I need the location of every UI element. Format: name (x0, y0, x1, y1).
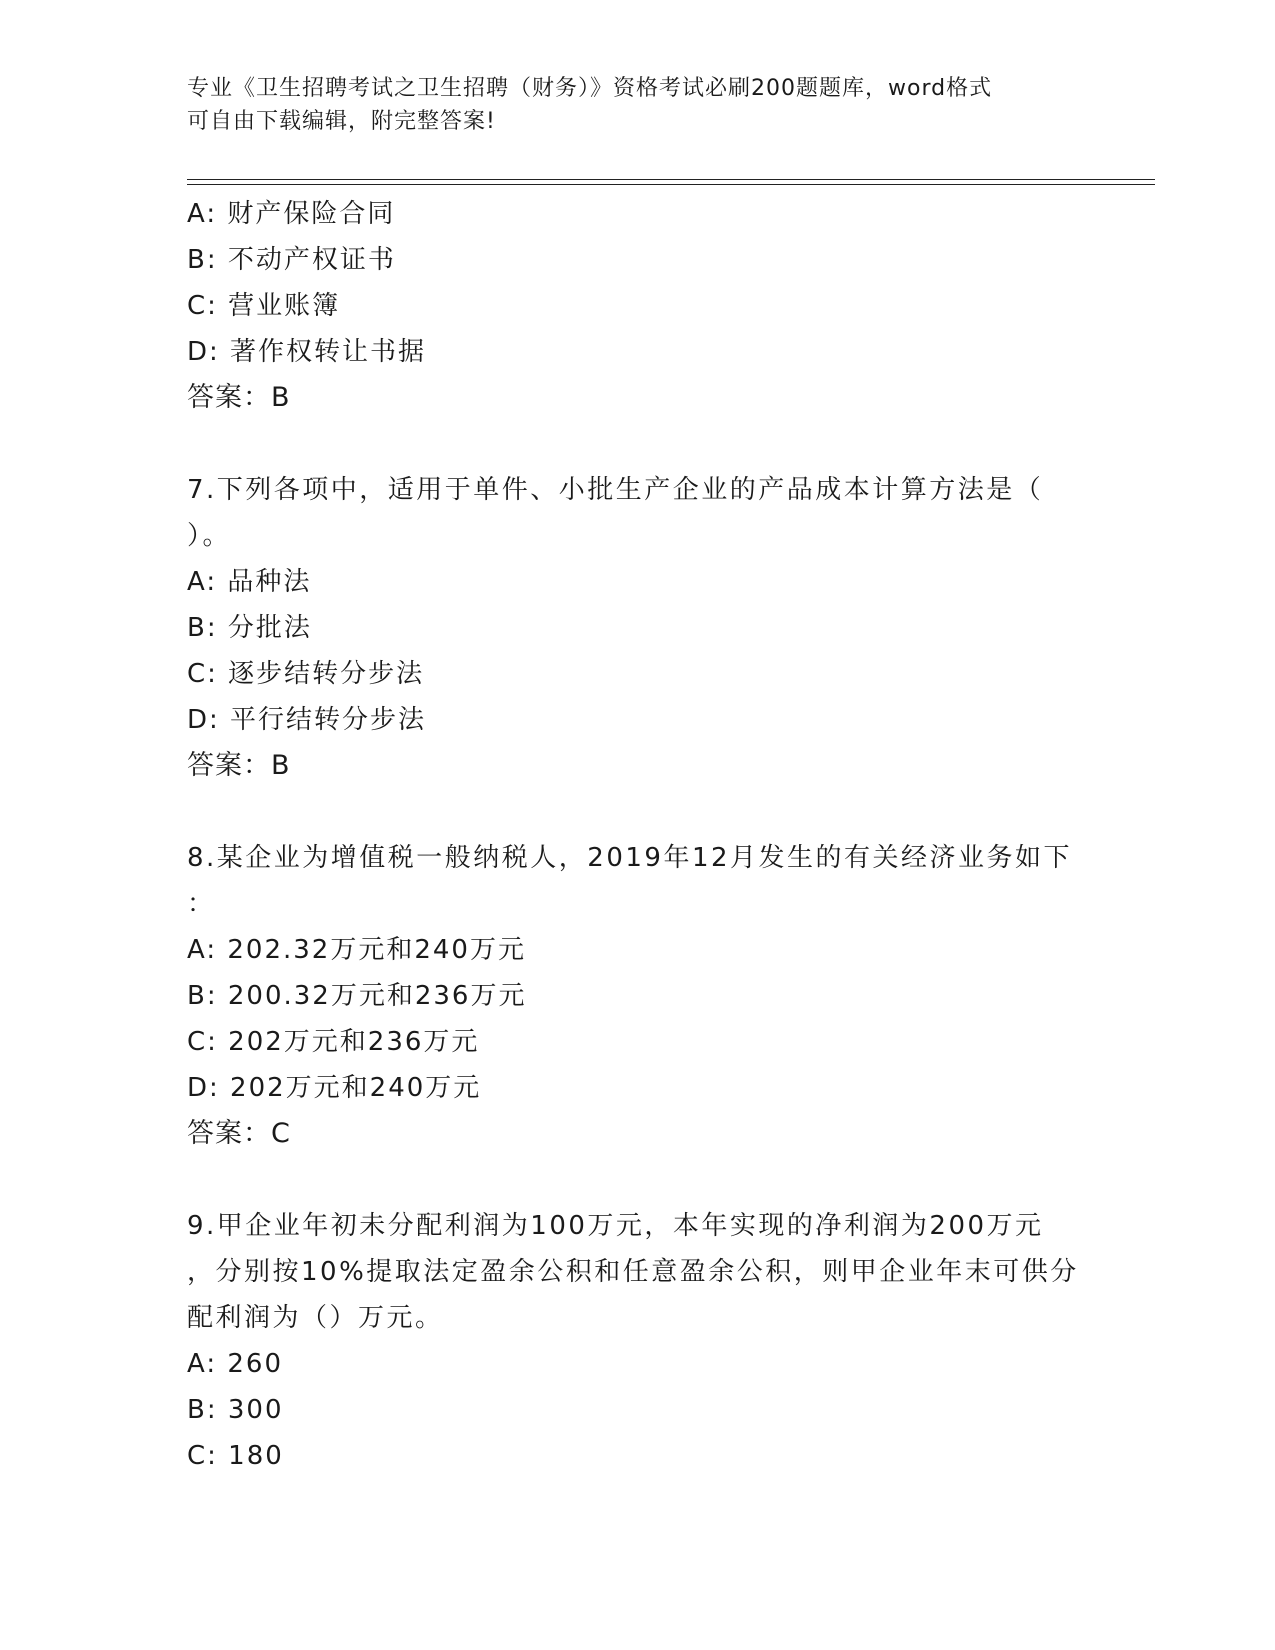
option-d: D: 平行结转分步法 (187, 705, 427, 735)
option-d: D: 著作权转让书据 (187, 337, 427, 367)
option-b: B: 300 (187, 1395, 284, 1425)
option-b: B: 分批法 (187, 613, 312, 643)
question-list (187, 191, 1087, 1479)
answer: 答案：B (187, 750, 291, 781)
option-b: B: 不动产权证书 (187, 245, 396, 275)
option-c: C: 营业账簿 (187, 291, 341, 321)
option-d: D: 202万元和240万元 (187, 1073, 482, 1103)
header-divider-top (187, 179, 1155, 180)
option-a: A: 财产保险合同 (187, 199, 396, 229)
spacer (187, 421, 1087, 467)
question-text-line: 7.下列各项中，适用于单件、小批生产企业的产品成本计算方法是（ (187, 475, 1044, 505)
question-text-line: 配利润为（）万元。 (187, 1303, 444, 1333)
header-line-2: 可自由下载编辑，附完整答案! (187, 109, 496, 134)
option-b: B: 200.32万元和236万元 (187, 981, 527, 1011)
question-7 (187, 467, 1087, 789)
question-text-line: ）。 (187, 521, 232, 551)
question-text-line: ： (187, 889, 216, 919)
question-text-line: 8.某企业为增值税一般纳税人，2019年12月发生的有关经济业务如下 (187, 843, 1073, 873)
spacer (187, 1157, 1087, 1203)
header-line-1: 专业《卫生招聘考试之卫生招聘（财务）》资格考试必刷200题题库，word格式 (187, 76, 993, 101)
question-text-line: ，分别按10%提取法定盈余公积和任意盈余公积，则甲企业年末可供分 (187, 1257, 1079, 1287)
option-a: A: 品种法 (187, 567, 312, 597)
answer: 答案：B (187, 382, 291, 413)
question-text-line: 9.甲企业年初未分配利润为100万元，本年实现的净利润为200万元 (187, 1211, 1044, 1241)
option-a: A: 202.32万元和240万元 (187, 935, 526, 965)
question-6 (187, 191, 1087, 421)
document-header (187, 72, 1087, 138)
option-c: C: 202万元和236万元 (187, 1027, 480, 1057)
answer: 答案：C (187, 1118, 291, 1149)
option-a: A: 260 (187, 1349, 283, 1379)
question-9 (187, 1203, 1087, 1479)
header-divider-bottom (187, 184, 1155, 185)
question-8 (187, 835, 1087, 1157)
option-c: C: 180 (187, 1441, 284, 1471)
option-c: C: 逐步结转分步法 (187, 659, 425, 689)
spacer (187, 789, 1087, 835)
